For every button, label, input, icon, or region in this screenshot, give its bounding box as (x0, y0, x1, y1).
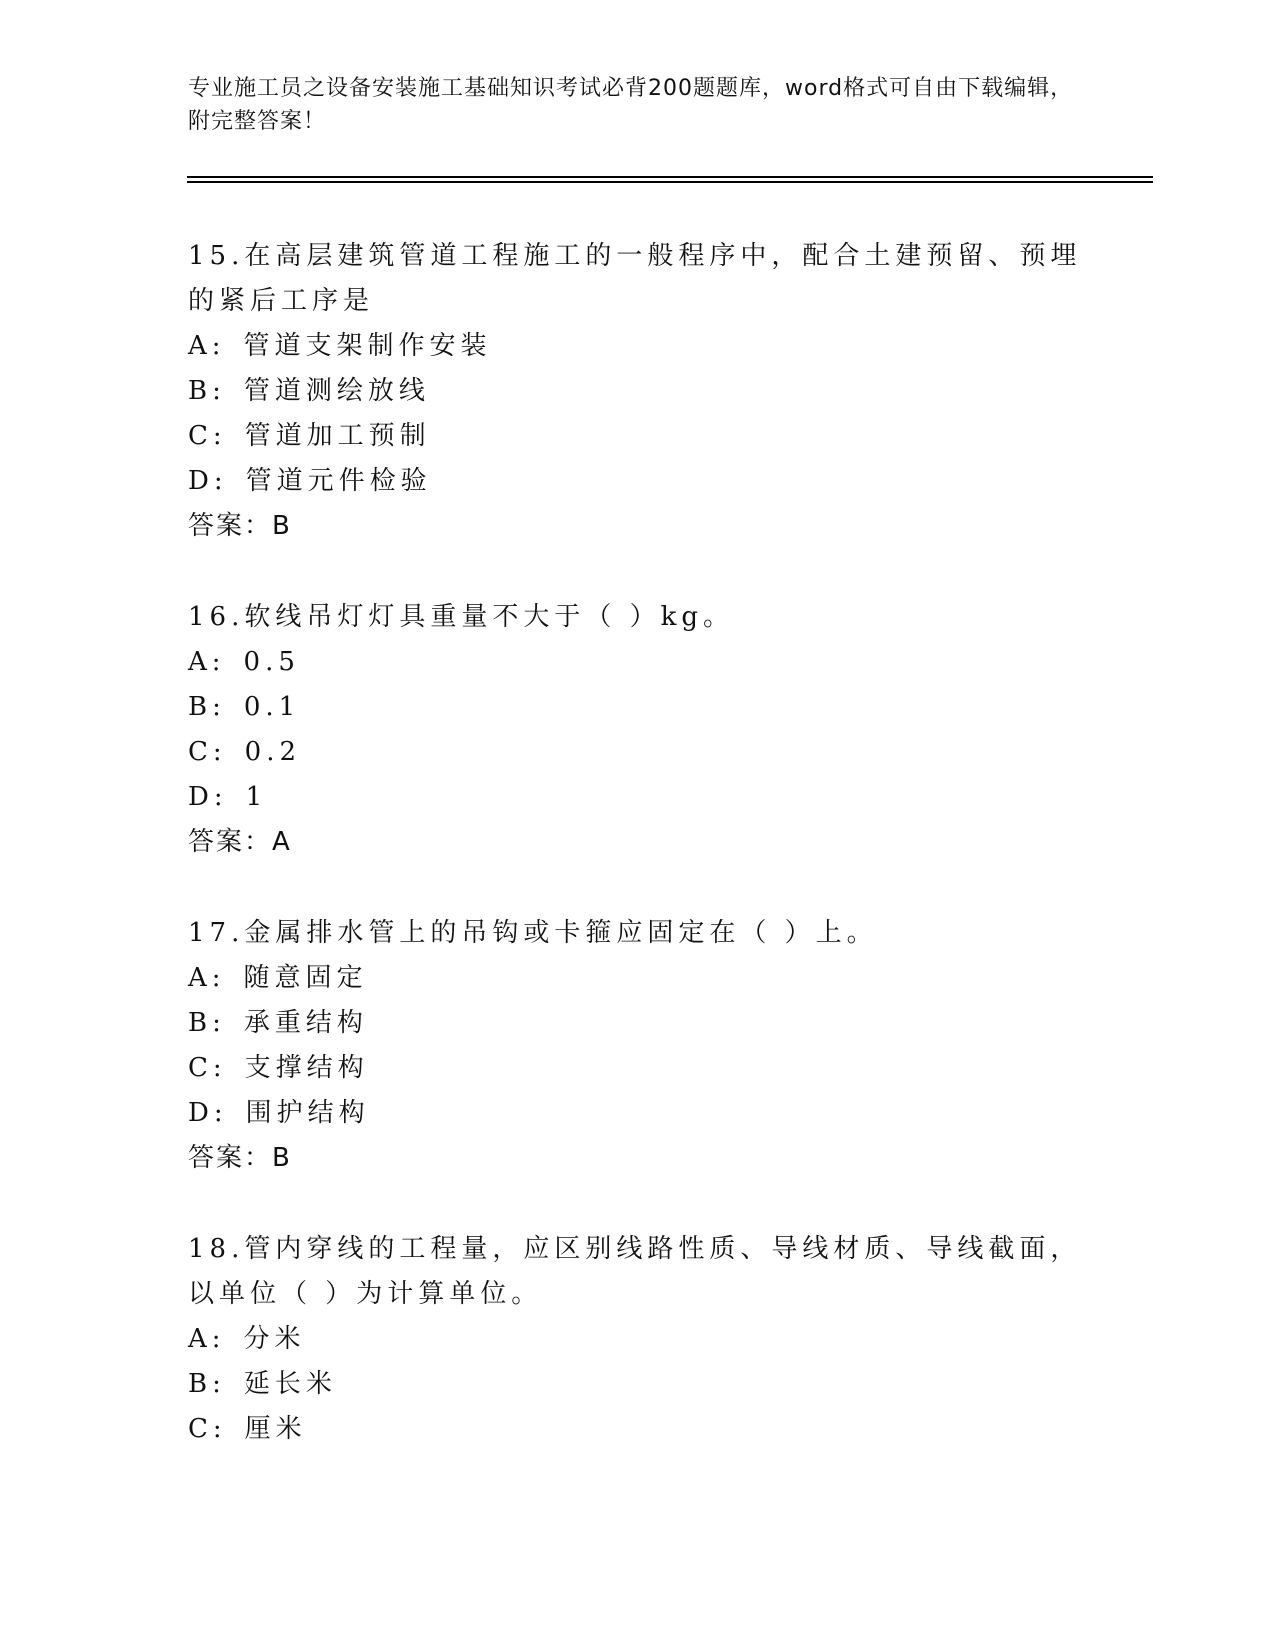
option-key: B: (188, 1369, 226, 1399)
option-a (188, 1317, 1088, 1362)
option-text: 围护结构 (245, 1098, 370, 1128)
question-number: 15. (188, 241, 245, 271)
answer-label: 答案：B (188, 511, 292, 541)
option-a (188, 956, 1088, 1001)
answer-label: 答案：A (188, 827, 292, 857)
option-text: 1 (245, 782, 268, 812)
option-text: 支撑结构 (244, 1053, 369, 1083)
option-key: D: (188, 782, 228, 812)
option-key: B: (188, 1008, 226, 1038)
option-key: B: (188, 692, 226, 722)
question-list (188, 234, 1088, 1498)
question-text (188, 911, 1088, 956)
answer-label: 答案：B (188, 1143, 292, 1173)
option-c (188, 1407, 1088, 1452)
option-text: 管道测绘放线 (243, 376, 430, 406)
option-key: D: (188, 466, 228, 496)
question-stem: 在高层建筑管道工程施工的一般程序中，配合土建预留、预埋的紧后工序是 (188, 241, 1082, 316)
question-stem: 管内穿线的工程量，应区别线路性质、导线材质、导线截面，以单位（ ）为计算单位。 (188, 1234, 1082, 1309)
option-key: C: (188, 1053, 227, 1083)
option-a (188, 640, 1088, 685)
question-text (188, 595, 1088, 640)
question-number: 16. (188, 602, 245, 632)
question-18 (188, 1227, 1088, 1452)
option-text: 随意固定 (243, 963, 368, 993)
option-key: C: (188, 421, 227, 451)
option-text: 延长米 (243, 1369, 337, 1399)
question-stem: 软线吊灯灯具重量不大于（ ）kg。 (244, 602, 735, 632)
option-text: 分米 (243, 1324, 306, 1354)
option-b (188, 1362, 1088, 1407)
question-number: 18. (188, 1234, 245, 1264)
option-text: 管道元件检验 (245, 466, 432, 496)
option-b (188, 1001, 1088, 1046)
option-d (188, 459, 1088, 504)
document-header: 专业施工员之设备安装施工基础知识考试必背200题题库，word格式可自由下载编辑，附完整答案！ (188, 76, 1074, 134)
option-c (188, 1046, 1088, 1091)
option-key: A: (188, 647, 226, 677)
option-text: 承重结构 (243, 1008, 368, 1038)
header-rule-bottom (187, 181, 1153, 183)
option-text: 管道支架制作安装 (243, 331, 492, 361)
question-16 (188, 595, 1088, 865)
question-text (188, 1227, 1088, 1317)
option-b (188, 369, 1088, 414)
option-key: C: (188, 1414, 227, 1444)
option-text: 厘米 (244, 1414, 307, 1444)
option-text: 管道加工预制 (244, 421, 431, 451)
option-d (188, 1091, 1088, 1136)
option-key: A: (188, 963, 226, 993)
option-c (188, 730, 1088, 775)
option-key: A: (188, 1324, 226, 1354)
option-text: 0.1 (243, 692, 301, 722)
question-text (188, 234, 1088, 324)
option-c (188, 414, 1088, 459)
question-17 (188, 911, 1088, 1181)
option-text: 0.2 (244, 737, 302, 767)
option-key: A: (188, 331, 226, 361)
option-key: D: (188, 1098, 228, 1128)
question-stem: 金属排水管上的吊钩或卡箍应固定在（ ）上。 (244, 918, 878, 948)
option-a (188, 324, 1088, 369)
header-rule-top (187, 176, 1153, 178)
option-text: 0.5 (243, 647, 300, 677)
option-d (188, 775, 1088, 820)
option-key: B: (188, 376, 226, 406)
option-key: C: (188, 737, 227, 767)
question-number: 17. (188, 918, 245, 948)
option-b (188, 685, 1088, 730)
question-15 (188, 234, 1088, 549)
